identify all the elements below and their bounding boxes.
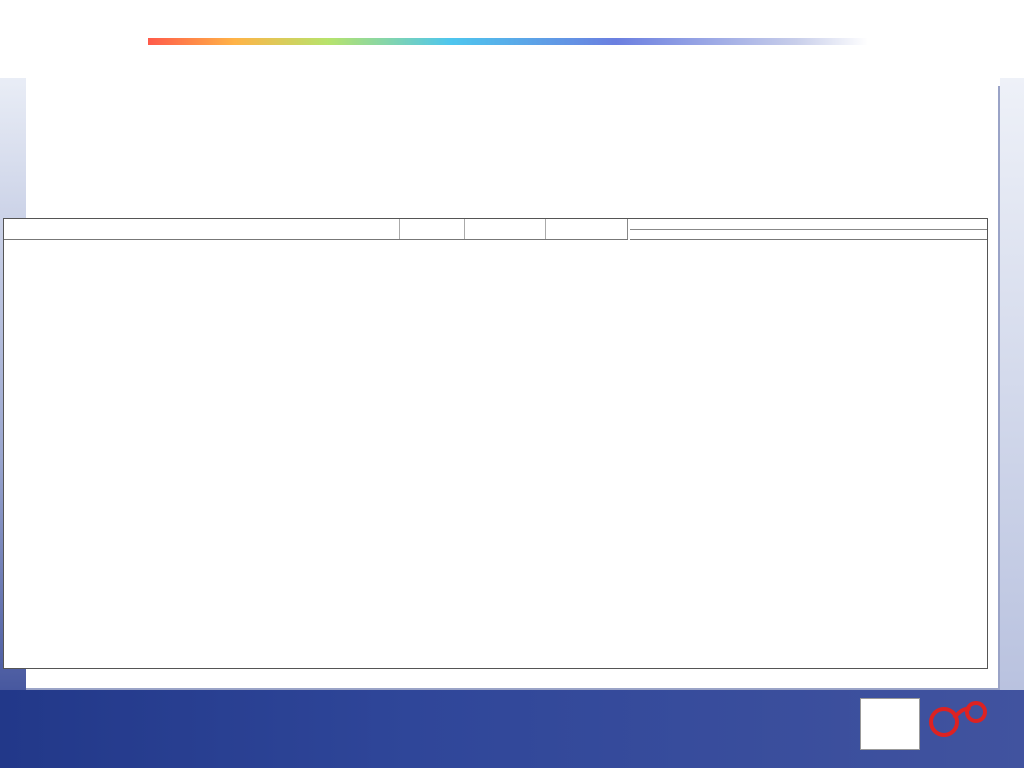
col-finish: [546, 219, 628, 240]
ssrl-ring: [931, 709, 957, 735]
col-task-name: [4, 219, 399, 240]
col-duration: [399, 219, 464, 240]
ssrl-logo: [924, 698, 998, 754]
slac-logo: [860, 698, 920, 750]
right-gradient-band: [1000, 78, 1024, 690]
task-table: [4, 219, 628, 240]
col-start: [464, 219, 546, 240]
ssrl-ring: [967, 703, 985, 721]
table-header-row: [4, 219, 628, 240]
spectrum-bar: [148, 38, 868, 45]
gantt-chart: [3, 218, 988, 669]
timeline-months: [630, 229, 987, 240]
timeline: [630, 219, 987, 668]
